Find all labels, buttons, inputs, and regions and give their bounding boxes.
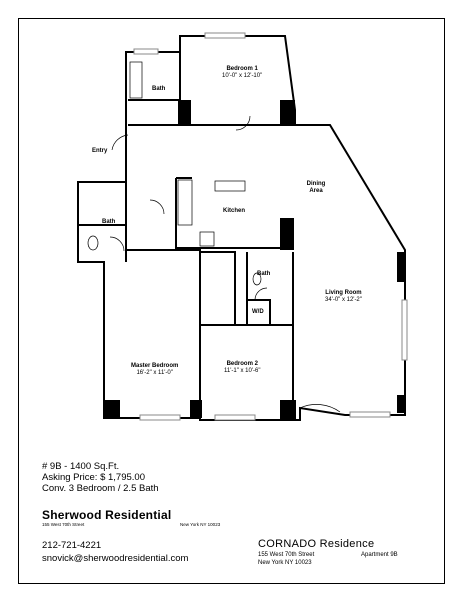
label-living: [325, 290, 362, 304]
company-name: Sherwood Residential: [42, 508, 172, 522]
room-dims: 16'-2" x 11'-0": [136, 370, 173, 376]
door-swing: [255, 288, 267, 300]
sink: [215, 181, 245, 191]
window: [205, 33, 245, 38]
label-master: [131, 363, 178, 377]
residence-unit: Apartment 9B: [361, 552, 398, 558]
listing-info: [42, 461, 159, 494]
residence-block: [258, 538, 398, 566]
company-address: 155 West 70th Street: [42, 522, 85, 527]
room-name: Bedroom 2: [226, 361, 258, 367]
label-wd: [252, 309, 264, 316]
column: [190, 400, 202, 418]
label-bath-left: [102, 219, 115, 226]
room-dims: 11'-1" x 10'-6": [224, 368, 261, 374]
window: [215, 415, 255, 420]
room-dims: 34'-0" x 12'-2": [325, 297, 362, 303]
room-name: Dining Area: [306, 181, 326, 194]
label-dining: [303, 181, 329, 195]
label-entry: [92, 148, 107, 155]
residence-title: CORNADO Residence: [258, 538, 375, 550]
company-city: New York NY 10023: [180, 522, 221, 527]
unit-size: # 9B - 1400 Sq.Ft.: [42, 461, 120, 472]
column: [397, 252, 405, 282]
label-bedroom2: [224, 361, 260, 375]
email-link[interactable]: snovick@sherwoodresidential.com: [42, 553, 189, 564]
wall-bath-top: [128, 100, 180, 125]
room-name: W/D: [252, 309, 264, 315]
column: [280, 218, 294, 250]
bathtub: [130, 62, 142, 98]
toilet: [88, 236, 98, 250]
window: [350, 412, 390, 417]
wall-master: [126, 250, 200, 418]
window: [402, 300, 407, 360]
label-bath-mid: [257, 271, 270, 278]
label-kitchen: [223, 208, 245, 215]
configuration: Conv. 3 Bedroom / 2.5 Bath: [42, 483, 159, 494]
door-swing: [150, 200, 164, 214]
room-name: Master Bedroom: [131, 363, 179, 369]
room-name: Kitchen: [223, 208, 246, 214]
residence-city: New York NY 10023: [258, 560, 312, 566]
contact-info: [42, 539, 188, 565]
room-name: Entry: [92, 148, 108, 154]
room-name: Living Room: [325, 290, 362, 296]
window: [134, 49, 158, 54]
room-name: Bedroom 1: [226, 66, 258, 72]
label-bedroom1: [222, 66, 262, 80]
stove: [200, 232, 214, 246]
room-name: Bath: [257, 271, 271, 277]
door-swing: [110, 237, 124, 251]
room-dims: 10'-0" x 12'-10": [222, 73, 263, 79]
column: [280, 400, 296, 420]
room-name: Bath: [102, 219, 116, 225]
window: [140, 415, 180, 420]
label-bath-top: [152, 86, 165, 93]
company-bar: [30, 508, 430, 530]
column: [178, 100, 191, 124]
wall-closet: [200, 252, 235, 325]
column: [397, 395, 405, 413]
door-swing: [236, 116, 250, 130]
asking-price: Asking Price: $ 1,795.00: [42, 472, 145, 483]
phone: 212-721-4221: [42, 540, 102, 551]
column: [280, 100, 295, 124]
residence-address: 155 West 70th Street: [258, 552, 315, 558]
column: [104, 400, 120, 418]
room-name: Bath: [152, 86, 166, 92]
counter: [178, 180, 192, 225]
wall-bedroom1: [180, 52, 295, 125]
